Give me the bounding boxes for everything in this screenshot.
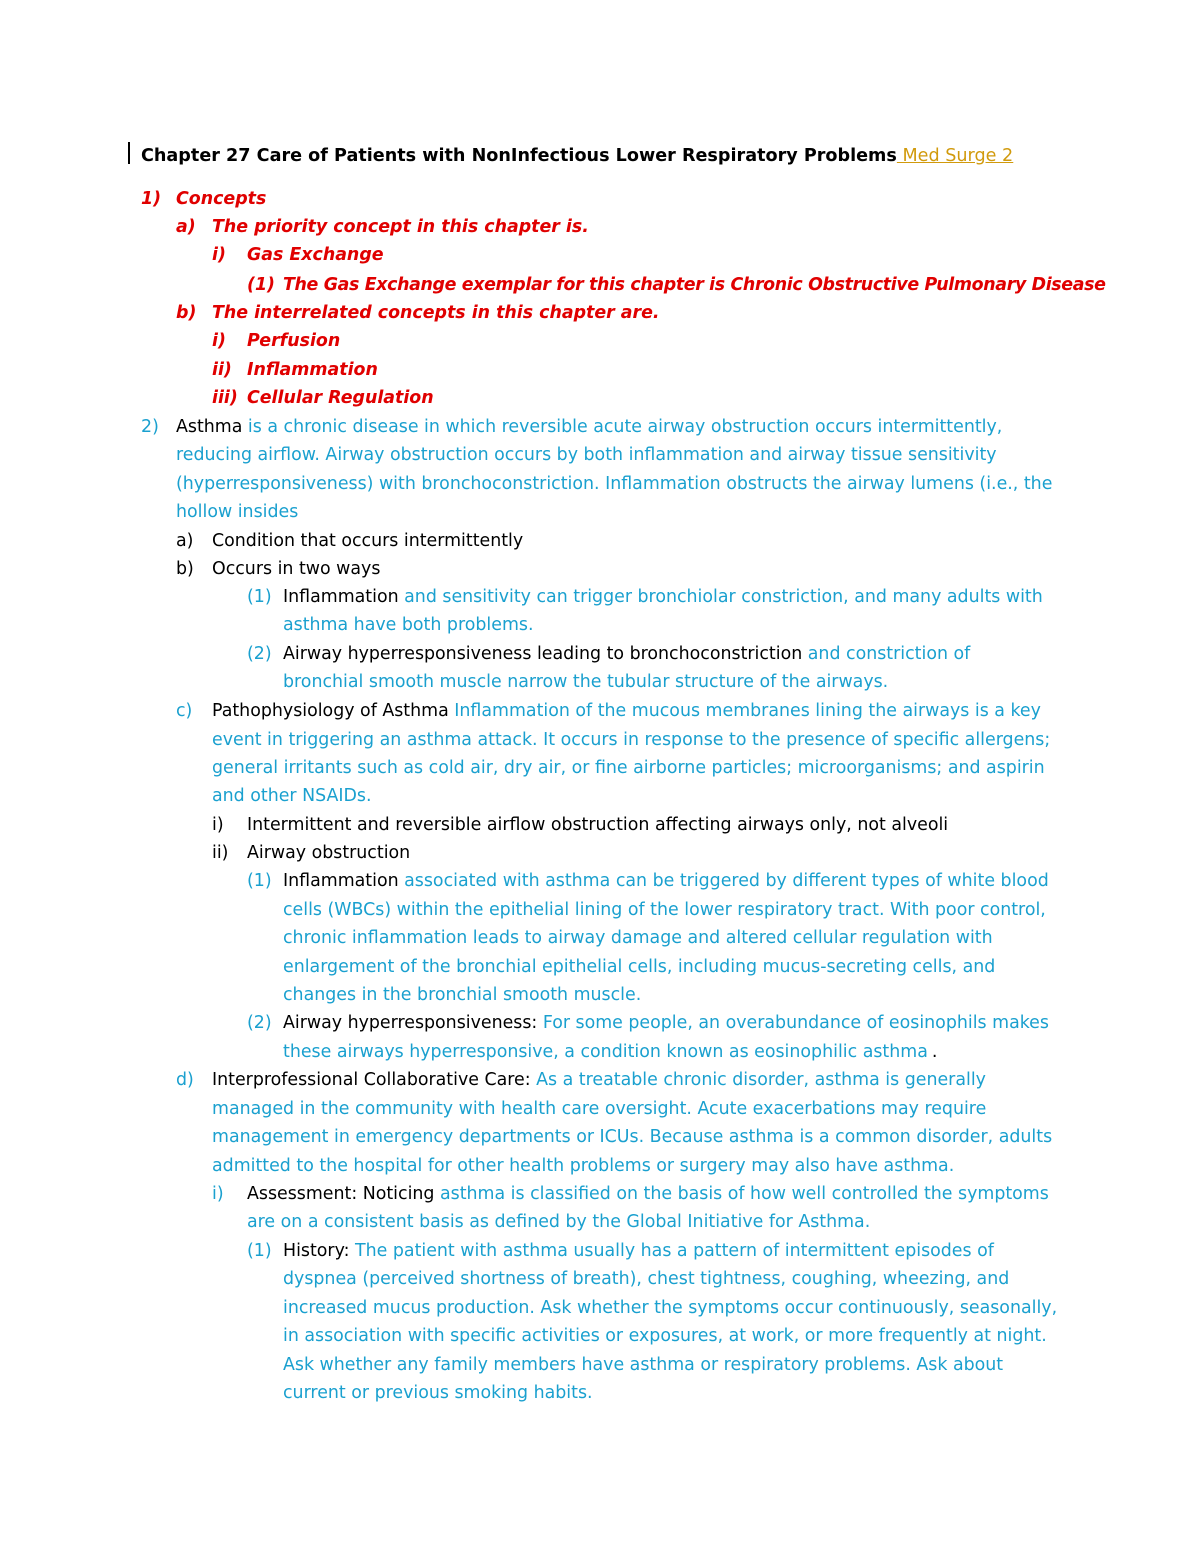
list-marker: (2) [247,644,272,664]
list-marker: (1) [247,871,272,891]
body-text: asthma have both problems. [283,615,534,635]
asthma-definition [176,413,1002,441]
term: History: [283,1241,350,1261]
list-marker: c) [176,701,193,721]
body-text: increased mucus production. Ask whether the symptoms occur continuously, seasonally, [283,1298,1058,1318]
list-item: Occurs in two ways [212,559,381,579]
term: Inflammation [283,871,399,891]
list-item [247,1180,1049,1208]
list-marker: d) [176,1070,194,1090]
body-text: As a treatable chronic disorder, asthma is generally [530,1070,986,1090]
list-item: Gas Exchange [247,245,384,265]
body-text: enlargement of the bronchial epithelial cells, including mucus-secreting cells, and [283,957,996,977]
document-title [141,142,1013,170]
body-text: cells (WBCs) within the epithelial lining of the lower respiratory tract. With poor control, [283,900,1046,920]
list-item [283,1009,1049,1037]
body-text: changes in the bronchial smooth muscle. [283,985,642,1005]
list-item: The interrelated concepts in this chapter are. [212,303,660,323]
body-text: admitted to the hospital for other health problems or surgery may also have asthma. [212,1156,955,1176]
body-text: and constriction of [802,644,971,664]
list-marker: b) [176,303,197,323]
body-text: dyspnea (perceived shortness of breath), chest tightness, coughing, wheezing, and [283,1269,1010,1289]
list-item [283,583,1043,611]
list-marker: 1) [141,189,162,209]
list-marker: (2) [247,1013,272,1033]
body-text: in association with specific activities or exposures, at work, or more frequently at night. [283,1326,1047,1346]
list-marker: i) [212,1184,224,1204]
term: Airway hyperresponsiveness leading to bronchoconstriction [283,644,803,664]
body-text: reducing airflow. Airway obstruction occurs by both inflammation and airway tissue sensitivity [176,445,997,465]
body-text: For some people, an overabundance of eosinophils makes [537,1013,1049,1033]
text-cursor [128,142,130,164]
term: Assessment: Noticing [247,1184,435,1204]
body-text: (hyperresponsiveness) with bronchoconstriction. Inflammation obstructs the airway lumens (i.e., the [176,474,1053,494]
list-marker: (1) [247,275,275,295]
list-item: Perfusion [247,331,341,351]
list-item [212,697,1041,725]
body-text: chronic inflammation leads to airway damage and altered cellular regulation with [283,928,993,948]
list-item: Condition that occurs intermittently [212,531,524,551]
body-text: is a chronic disease in which reversible acute airway obstruction occurs intermittently, [242,417,1003,437]
body-text: associated with asthma can be triggered by different types of white blood [398,871,1049,891]
list-item: The Gas Exchange exemplar for this chapter is Chronic Obstructive Pulmonary Disease [283,275,1106,295]
list-marker: 2) [141,417,159,437]
term: Airway hyperresponsiveness: [283,1013,538,1033]
body-text: these airways hyperresponsive, a condition known as eosinophilic asthma [283,1042,928,1062]
list-marker: (1) [247,1241,272,1261]
body-text: general irritants such as cold air, dry air, or fine airborne particles; microorganisms; and aspirin [212,758,1045,778]
list-marker: b) [176,559,194,579]
list-marker: i) [212,815,224,835]
body-text: bronchial smooth muscle narrow the tubular structure of the airways. [283,672,889,692]
body-text: and sensitivity can trigger bronchiolar constriction, and many adults with [398,587,1043,607]
list-item [283,640,970,668]
body-text: Inflammation of the mucous membranes lining the airways is a key [448,701,1041,721]
body-text [283,1038,937,1066]
body-text: current or previous smoking habits. [283,1383,593,1403]
term: Interprofessional Collaborative Care: [212,1070,531,1090]
term: Inflammation [283,587,399,607]
list-item [212,1066,986,1094]
list-marker: a) [176,217,196,237]
list-marker: i) [212,245,226,265]
period: . [931,1042,938,1062]
list-marker: ii) [212,843,229,863]
body-text: are on a consistent basis as defined by the Global Initiative for Asthma. [247,1212,871,1232]
list-marker: a) [176,531,194,551]
list-marker: ii) [212,360,232,380]
concepts-heading: Concepts [176,189,267,209]
list-item: The priority concept in this chapter is. [212,217,589,237]
chapter-title: Chapter 27 Care of Patients with NonInfectious Lower Respiratory Problems [141,146,897,166]
list-marker: iii) [212,388,238,408]
course-name: Med Surge 2 [896,146,1014,166]
list-item: Airway obstruction [247,843,411,863]
list-item [283,1237,994,1265]
body-text: managed in the community with health care oversight. Acute exacerbations may require [212,1099,987,1119]
list-item: Inflammation [247,360,378,380]
list-item: Cellular Regulation [247,388,434,408]
term: Asthma [176,417,243,437]
list-item: Intermittent and reversible airflow obstruction affecting airways only, not alveoli [247,815,949,835]
list-marker: (1) [247,587,272,607]
body-text: hollow insides [176,502,299,522]
body-text: asthma is classified on the basis of how well controlled the symptoms [434,1184,1049,1204]
body-text: event in triggering an asthma attack. It occurs in response to the presence of specific allergens; [212,730,1051,750]
body-text: and other NSAIDs. [212,786,372,806]
body-text: management in emergency departments or ICUs. Because asthma is a common disorder, adults [212,1127,1053,1147]
list-item [283,867,1049,895]
term: Pathophysiology of Asthma [212,701,449,721]
body-text: Ask whether any family members have asthma or respiratory problems. Ask about [283,1355,1004,1375]
list-marker: i) [212,331,226,351]
body-text: The patient with asthma usually has a pattern of intermittent episodes of [349,1241,994,1261]
